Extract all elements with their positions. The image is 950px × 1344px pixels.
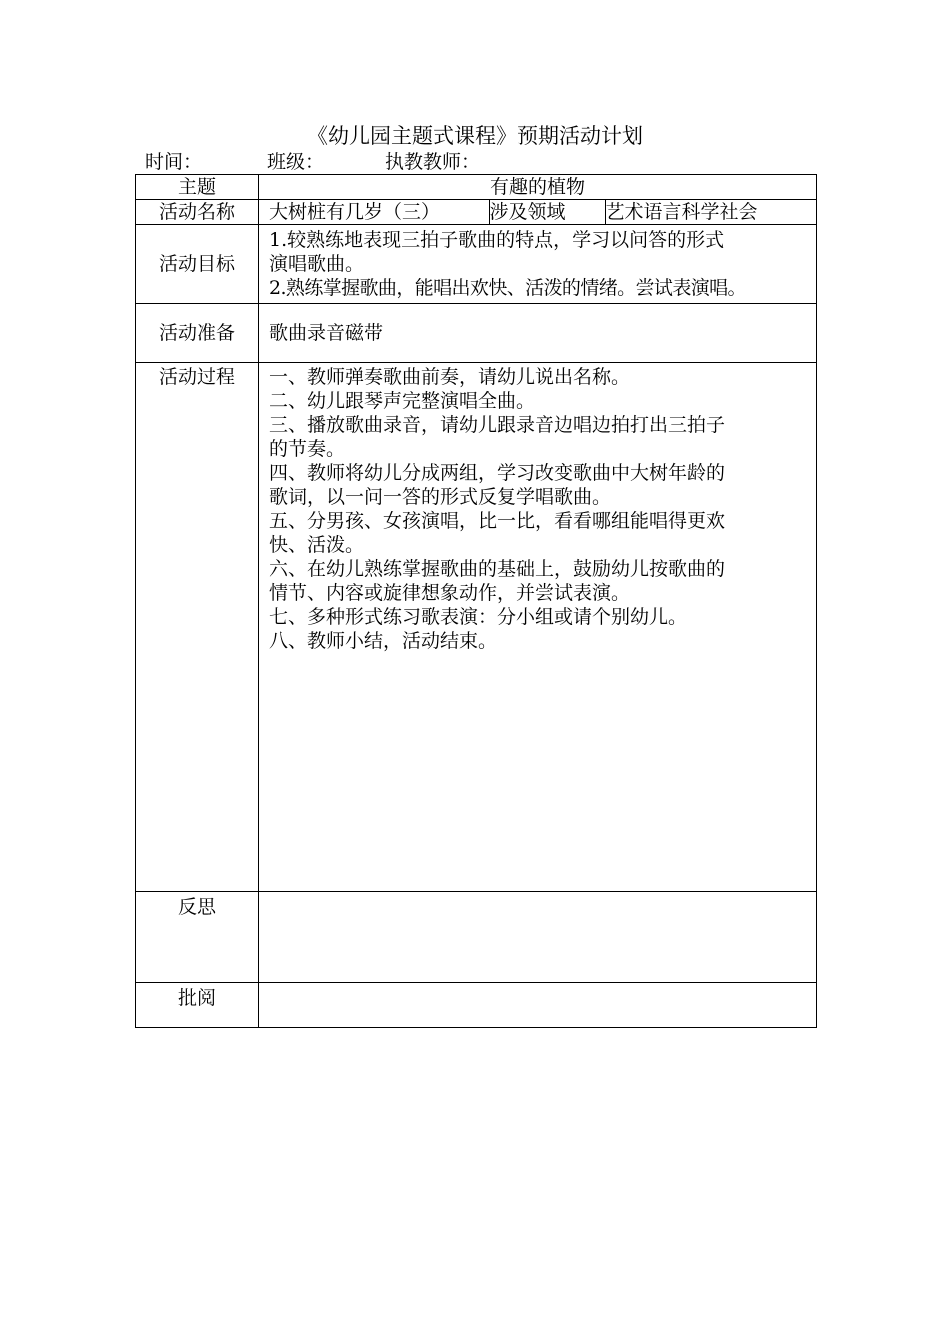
goals-line: 1.较熟练地表现三拍子歌曲的特点，学习以问答的形式 (269, 229, 725, 251)
review-row (136, 983, 817, 1028)
process-line: 的节奏。 (269, 438, 346, 460)
reflection-value[interactable] (259, 892, 817, 983)
reflection-label: 反思 (136, 892, 259, 983)
goals-label: 活动目标 (136, 225, 259, 304)
process-content (259, 363, 817, 892)
process-line: 八、教师小结，活动结束。 (269, 630, 498, 652)
process-line: 歌词，以一问一答的形式反复学唱歌曲。 (269, 486, 612, 508)
theme-label: 主题 (136, 175, 259, 200)
preparation-value: 歌曲录音磁带 (259, 304, 817, 363)
process-line: 快、活泼。 (269, 534, 365, 556)
theme-value: 有趣的植物 (259, 175, 817, 200)
activity-name-inner-table (259, 200, 816, 224)
process-line: 三、播放歌曲录音，请幼儿跟录音边唱边拍打出三拍子 (269, 414, 726, 436)
review-value[interactable] (259, 983, 817, 1028)
activity-name-label: 活动名称 (136, 200, 259, 225)
process-label: 活动过程 (136, 363, 259, 892)
review-label: 批阅 (136, 983, 259, 1028)
domain-value: 艺术语言科学社会 (605, 200, 816, 224)
header-meta-line (0, 149, 950, 175)
goals-line: 2.熟练掌握歌曲，能唱出欢快、活泼的情绪。尝试表演唱。 (269, 277, 746, 299)
document-title: 《幼儿园主题式课程》预期活动计划 (307, 124, 643, 148)
goals-content (259, 225, 817, 304)
theme-row (136, 175, 817, 200)
reflection-row (136, 892, 817, 983)
preparation-row (136, 304, 817, 363)
time-label: 时间： (145, 151, 203, 173)
process-line: 七、多种形式练习歌表演：分小组或请个别幼儿。 (269, 606, 688, 628)
process-row (136, 363, 817, 892)
process-line: 四、教师将幼儿分成两组，学习改变歌曲中大树年龄的 (269, 462, 726, 484)
activity-name-cell (259, 200, 817, 225)
teacher-label: 执教教师： (385, 151, 481, 173)
process-line: 情节、内容或旋律想象动作，并尝试表演。 (269, 582, 631, 604)
process-line: 五、分男孩、女孩演唱，比一比，看看哪组能唱得更欢 (269, 510, 726, 532)
process-line: 六、在幼儿熟练掌握歌曲的基础上，鼓励幼儿按歌曲的 (269, 558, 726, 580)
domain-label: 涉及领域 (489, 200, 605, 224)
preparation-label: 活动准备 (136, 304, 259, 363)
activity-plan-table (135, 174, 817, 1028)
goals-row (136, 225, 817, 304)
goals-line: 演唱歌曲。 (269, 253, 365, 275)
activity-name-value: 大树桩有几岁（三） (269, 201, 441, 223)
class-label: 班级： (267, 151, 325, 173)
process-line: 二、幼儿跟琴声完整演唱全曲。 (269, 390, 536, 412)
activity-name-row (136, 200, 817, 225)
process-line: 一、教师弹奏歌曲前奏，请幼儿说出名称。 (269, 366, 631, 388)
